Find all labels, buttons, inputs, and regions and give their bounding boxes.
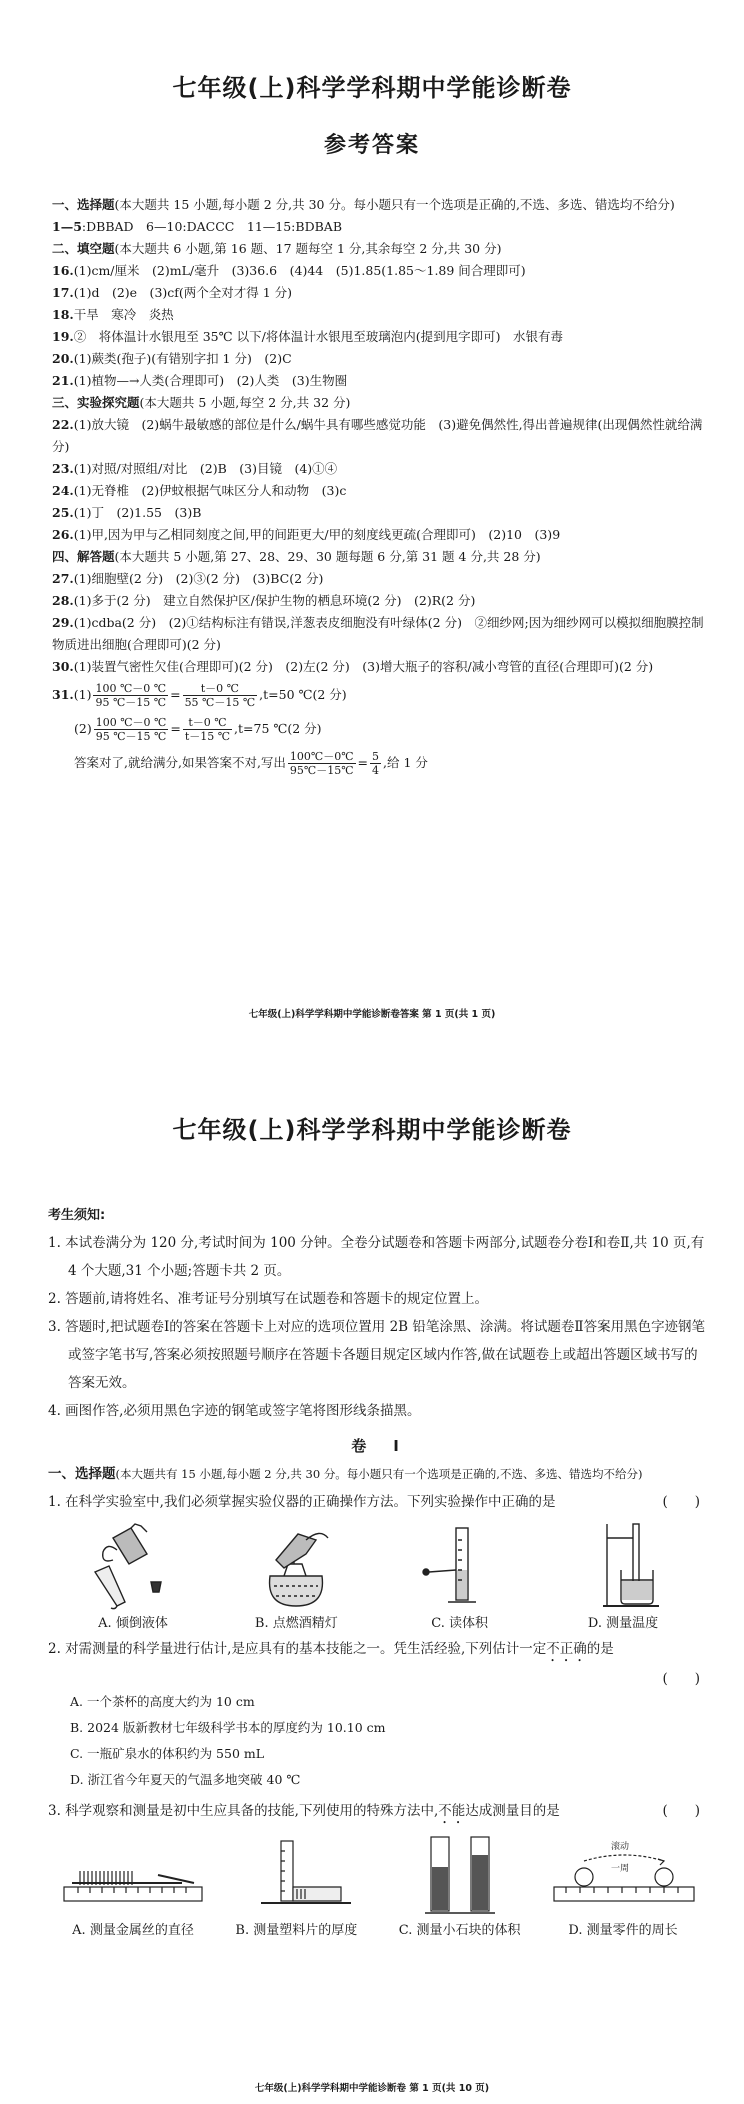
option-label: D. 测量零件的周长 bbox=[568, 1923, 678, 1938]
option-label: C. 测量小石块的体积 bbox=[398, 1923, 521, 1938]
answer-line: 25.(1)丁 (2)1.55 (3)B bbox=[52, 505, 202, 520]
wire-diameter-figure bbox=[58, 1831, 208, 1917]
answer-line: 22.(1)放大镜 (2)蜗牛最敏感的部位是什么/蜗牛具有哪些感觉功能 (3)避免偶然性,得出普遍规律(出现偶然性就给满分) bbox=[52, 417, 703, 454]
answer-line: 1—5:DBBAD 6—10:DACCC 11—15:BDBAB bbox=[52, 219, 343, 234]
option-d bbox=[548, 1520, 698, 1631]
choice-c: C. 一瓶矿泉水的体积约为 550 mL bbox=[70, 1746, 265, 1761]
answer-list bbox=[52, 194, 712, 780]
answer-line: 二、填空题(本大题共 6 小题,第 16 题、17 题每空 1 分,其余每空 2 分,共 30 分) bbox=[52, 241, 502, 256]
answer-line: 29.(1)cdba(2 分) (2)①结构标注有错误,洋葱表皮细胞没有叶绿体(2 分) ②细纱网;因为细纱网可以模拟细胞膜控制物质进出细胞(合理即可)(2 分) bbox=[52, 615, 704, 652]
option-c bbox=[385, 1520, 535, 1631]
question-1 bbox=[48, 1488, 708, 1516]
option-label: D. 测量温度 bbox=[587, 1616, 659, 1631]
answer-paren: ( ) bbox=[662, 1494, 700, 1510]
notice-heading: 考生须知: bbox=[48, 1208, 106, 1223]
notice-item: 1. 本试卷满分为 120 分,考试时间为 100 分钟。全卷分试题卷和答题卡两部分,试题卷分卷Ⅰ和卷Ⅱ,共 10 页,有 4 个大题,31 个小题;答题卡共 2 页。 bbox=[48, 1235, 705, 1279]
question-3-stem: 3. 科学观察和测量是初中生应具备的技能,下列使用的特殊方法中,不能达成测量目的是 bbox=[48, 1803, 560, 1819]
notice-item: 4. 画图作答,必须用黑色字迹的钢笔或签字笔将图形线条描黑。 bbox=[48, 1403, 421, 1419]
roll-label: 一周 bbox=[610, 1864, 629, 1874]
answer-line: 四、解答题(本大题共 5 小题,第 27、28、29、30 题每题 6 分,第 31 题 4 分,共 28 分) bbox=[52, 549, 541, 564]
question-3 bbox=[48, 1797, 708, 1827]
option-b bbox=[221, 1831, 371, 1938]
answer-line: 23.(1)对照/对照组/对比 (2)B (3)目镜 (4)①④ bbox=[52, 461, 338, 476]
answer-line: 26.(1)甲,因为甲与乙相同刻度之间,甲的间距更大/甲的刻度线更疏(合理即可) (2)10 (3)9 bbox=[52, 527, 561, 542]
question-1-options bbox=[58, 1520, 698, 1631]
exam-title: 七年级(上)科学学科期中学能诊断卷 bbox=[172, 1116, 572, 1144]
answer-key-title: 七年级(上)科学学科期中学能诊断卷 bbox=[172, 74, 572, 102]
answer-line: 20.(1)蕨类(孢子)(有错别字扣 1 分) (2)C bbox=[52, 351, 292, 366]
exam-page bbox=[0, 1040, 744, 2104]
answer-31-part1: 31.(1) $\frac{100 ℃-0 ℃}{95 ℃-15 ℃}$ = $\frac{t-0 ℃}{55 ℃-15 ℃}$ ,t=50 ℃(2 分) bbox=[52, 682, 347, 709]
answer-line: 30.(1)装置气密性欠佳(合理即可)(2 分) (2)左(2 分) (3)增大瓶子的容积/减小弯管的直径(合理即可)(2 分) bbox=[52, 659, 654, 674]
answer-key-footer: 七年级(上)科学学科期中学能诊断卷答案 第 1 页(共 1 页) bbox=[248, 1009, 496, 1020]
choice-b: B. 2024 版新教材七年级科学书本的厚度约为 10.10 cm bbox=[70, 1720, 386, 1735]
part-perimeter-figure bbox=[548, 1831, 698, 1917]
answer-31-note: 答案对了,就给满分,如果答案不对,写出 $\frac{100℃-0℃}{95℃-15℃}$ = $\frac{5}{4}$ ,给 1 分 bbox=[74, 750, 428, 777]
option-a bbox=[58, 1831, 208, 1938]
option-b bbox=[221, 1520, 371, 1631]
answer-line: 一、选择题(本大题共 15 小题,每小题 2 分,共 30 分。每小题只有一个选项是正确的,不选、多选、错选均不给分) bbox=[52, 197, 675, 212]
fraction: $\frac{100 ℃-0 ℃}{95 ℃-15 ℃}$ bbox=[95, 716, 167, 743]
answer-line: 27.(1)细胞壁(2 分) (2)③(2 分) (3)BC(2 分) bbox=[52, 571, 324, 586]
fraction: $\frac{t-0 ℃}{t-15 ℃}$ bbox=[184, 716, 231, 743]
option-a bbox=[58, 1520, 208, 1631]
option-d bbox=[548, 1831, 698, 1938]
option-c bbox=[385, 1831, 535, 1938]
exam-footer: 七年级(上)科学学科期中学能诊断卷 第 1 页(共 10 页) bbox=[254, 2083, 490, 2094]
answer-paren: ( ) bbox=[662, 1671, 700, 1687]
fraction: $\frac{t-0 ℃}{55 ℃-15 ℃}$ bbox=[184, 682, 256, 709]
measuring-temperature-figure bbox=[563, 1520, 683, 1610]
option-label: A. 倾倒液体 bbox=[98, 1616, 168, 1631]
answer-line: 21.(1)植物—→人类(合理即可) (2)人类 (3)生物圈 bbox=[52, 373, 348, 388]
reading-volume-figure bbox=[400, 1520, 520, 1610]
fraction: $\frac{5}{4}$ bbox=[372, 750, 380, 777]
answer-line: 16.(1)cm/厘米 (2)mL/毫升 (3)36.6 (4)44 (5)1.85(1.85～1.89 间合理即可) bbox=[52, 263, 526, 278]
answer-line: 28.(1)多于(2 分) 建立自然保护区/保护生物的栖息环境(2 分) (2)R(2 分) bbox=[52, 593, 476, 608]
answer-key-subtitle: 参考答案 bbox=[323, 133, 420, 158]
fraction: $\frac{100 ℃-0 ℃}{95 ℃-15 ℃}$ bbox=[95, 682, 167, 709]
notice-item: 3. 答题时,把试题卷Ⅰ的答案在答题卡上对应的选项位置用 2B 铅笔涂黑、涂满。将试题卷Ⅱ答案用黑色字迹钢笔或签字笔书写,答案必须按照题号顺序在答题卡各题目规定区域内作答,做在试题卷上或超出答题区域书写的答案无效。 bbox=[48, 1319, 706, 1391]
stone-volume-figure bbox=[385, 1831, 535, 1917]
fraction: $\frac{100℃-0℃}{95℃-15℃}$ bbox=[289, 750, 354, 777]
answer-31-part2: (2) $\frac{100 ℃-0 ℃}{95 ℃-15 ℃}$ = $\frac{t-0 ℃}{t-15 ℃}$ ,t=75 ℃(2 分) bbox=[74, 716, 322, 743]
question-2 bbox=[48, 1635, 708, 1665]
option-label: A. 测量金属丝的直径 bbox=[72, 1923, 194, 1938]
answer-line: 24.(1)无脊椎 (2)伊蚊根据气味区分人和动物 (3)c bbox=[52, 483, 347, 498]
answer-line: 18.干旱 寒冷 炎热 bbox=[52, 307, 174, 322]
roll-label: 滚动 bbox=[610, 1842, 629, 1852]
answer-line: 三、实验探究题(本大题共 5 小题,每空 2 分,共 32 分) bbox=[52, 395, 351, 410]
choice-a: A. 一个茶杯的高度大约为 10 cm bbox=[70, 1694, 255, 1709]
section1-header: 一、选择题(本大题共有 15 小题,每小题 2 分,共 30 分。每小题只有一个选项是正确的,不选、多选、错选均不给分) bbox=[48, 1466, 643, 1482]
answer-line: 17.(1)d (2)e (3)cf(两个全对才得 1 分) bbox=[52, 285, 293, 300]
exam-body bbox=[48, 1204, 708, 1938]
choice-d: D. 浙江省今年夏天的气温多地突破 40 ℃ bbox=[70, 1772, 301, 1787]
question-2-stem: 2. 对需测量的科学量进行估计,是应具有的基本技能之一。凭生活经验,下列估计一定不正确的是 bbox=[48, 1641, 614, 1657]
question-1-stem: 1. 在科学实验室中,我们必须掌握实验仪器的正确操作方法。下列实验操作中正确的是 bbox=[48, 1494, 556, 1510]
option-label: B. 点燃酒精灯 bbox=[254, 1616, 338, 1631]
answer-line: 19.② 将体温计水银甩至 35℃ 以下/将体温计水银甩至玻璃泡内(提到甩字即可) 水银有毒 bbox=[52, 329, 564, 344]
question-3-options bbox=[58, 1831, 698, 1938]
pouring-liquid-figure bbox=[73, 1520, 193, 1610]
plastic-thickness-figure bbox=[221, 1831, 371, 1917]
section-title: 卷 Ⅰ bbox=[351, 1437, 405, 1455]
question-2-paren-row bbox=[48, 1665, 708, 1689]
option-label: B. 测量塑料片的厚度 bbox=[235, 1923, 358, 1938]
option-label: C. 读体积 bbox=[431, 1616, 489, 1631]
notice-item: 2. 答题前,请将姓名、准考证号分别填写在试题卷和答题卡的规定位置上。 bbox=[48, 1291, 488, 1307]
alcohol-lamp-figure bbox=[236, 1520, 356, 1610]
answer-paren: ( ) bbox=[662, 1803, 700, 1819]
answer-key-page bbox=[0, 0, 744, 1040]
